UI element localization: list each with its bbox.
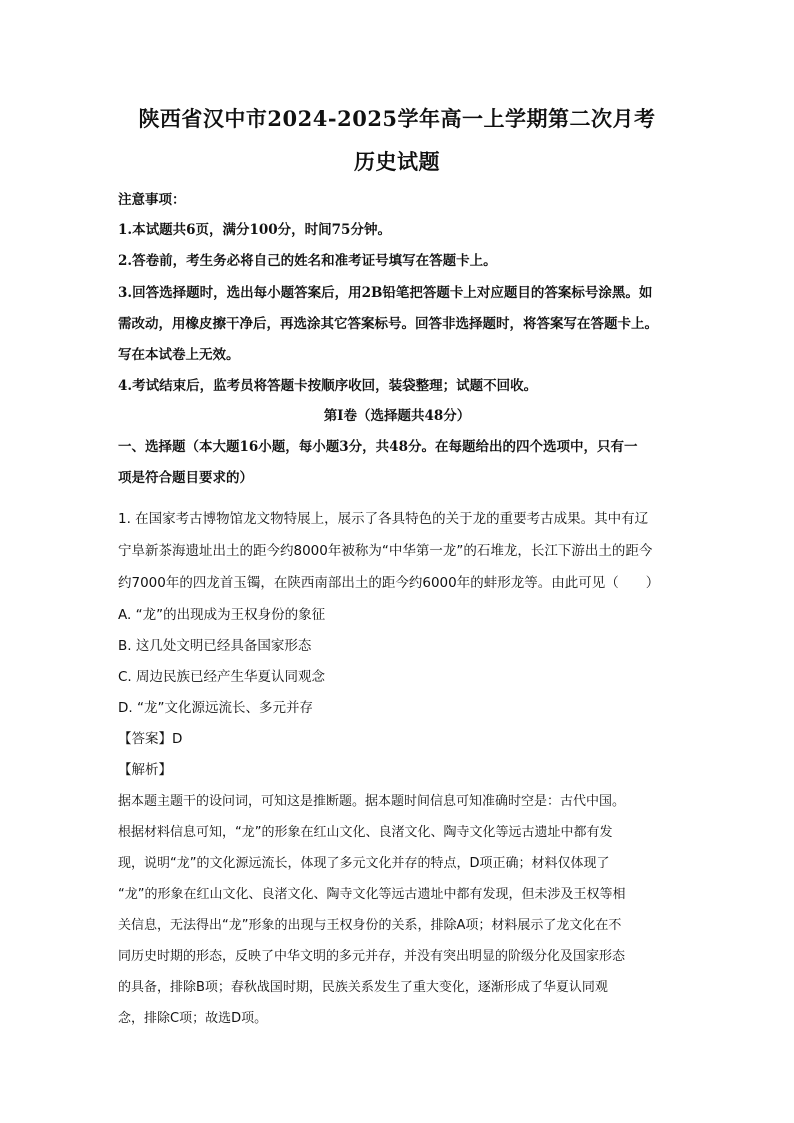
notice-line: 写在本试卷上无效。 <box>118 347 240 363</box>
exam-title: 陕西省汉中市2024-2025学年高一上学期第二次月考 <box>138 106 656 131</box>
part-title: 第Ⅰ卷（选择题共48分） <box>323 408 471 424</box>
option-d: D. “龙”文化源远流长、多元并存 <box>118 700 313 716</box>
notice-line: 3.回答选择题时，选出每小题答案后，用2B铅笔把答题卡上对应题目的答案标号涂黑。如 <box>118 285 653 301</box>
analysis-line: 同历史时期的形态，反映了中华文明的多元并存，并没有突出明显的阶级分化及国家形态 <box>118 949 626 964</box>
analysis-label: 【解析】 <box>118 762 172 778</box>
question-stem-line: 宁阜新茶海遗址出土的距今约8000年被称为“中华第一龙”的石堆龙，长江下游出土的距今 <box>118 543 653 559</box>
instruction-line: 一、选择题（本大题16小题，每小题3分，共48分。在每题给出的四个选项中，只有一 <box>118 439 638 455</box>
analysis-line: 根据材料信息可知，“龙”的形象在红山文化、良渚文化、陶寺文化等远古遗址中都有发 <box>118 825 613 840</box>
exam-subtitle: 历史试题 <box>354 149 440 174</box>
question-stem-line: 约7000年的四龙首玉镯，在陕西南部出土的距今约6000年的蚌形龙等。由此可见（ ） <box>118 575 660 591</box>
option-c: C. 周边民族已经产生华夏认同观念 <box>118 669 326 685</box>
option-a: A. “龙”的出现成为王权身份的象征 <box>118 607 326 623</box>
answer-label: 【答案】D <box>118 731 183 747</box>
analysis-line: 关信息，无法得出“龙”形象的出现与王权身份的关系，排除A项；材料展示了龙文化在不 <box>118 918 622 933</box>
notice-heading: 注意事项： <box>118 192 186 208</box>
notice-line: 1.本试题共6页，满分100分，时间75分钟。 <box>118 222 391 238</box>
question-stem-line: 1. 在国家考古博物馆龙文物特展上，展示了各具特色的关于龙的重要考古成果。其中有辽 <box>118 511 649 527</box>
notice-line: 4.考试结束后，监考员将答题卡按顺序收回，装袋整理；试题不回收。 <box>118 378 538 394</box>
analysis-line: “龙”的形象在红山文化、良渚文化、陶寺文化等远古遗址中都有发现，但未涉及王权等相 <box>118 887 626 902</box>
instruction-line: 项是符合题目要求的） <box>118 470 253 486</box>
notice-line: 2.答卷前，考生务必将自己的姓名和准考证号填写在答题卡上。 <box>118 253 497 269</box>
option-b: B. 这几处文明已经具备国家形态 <box>118 638 312 654</box>
analysis-line: 据本题主题干的设问词，可知这是推断题。据本题时间信息可知准确时空是：古代中国。 <box>118 794 626 809</box>
notice-line: 需改动，用橡皮擦干净后，再选涂其它答案标号。回答非选择题时，将答案写在答题卡上。 <box>118 316 658 332</box>
analysis-line: 现，说明“龙”的文化源远流长，体现了多元文化并存的特点，D项正确；材料仅体现了 <box>118 856 610 871</box>
analysis-line: 念，排除C项；故选D项。 <box>118 1011 268 1026</box>
analysis-line: 的具备，排除B项；春秋战国时期，民族关系发生了重大变化，逐渐形成了华夏认同观 <box>118 980 608 995</box>
